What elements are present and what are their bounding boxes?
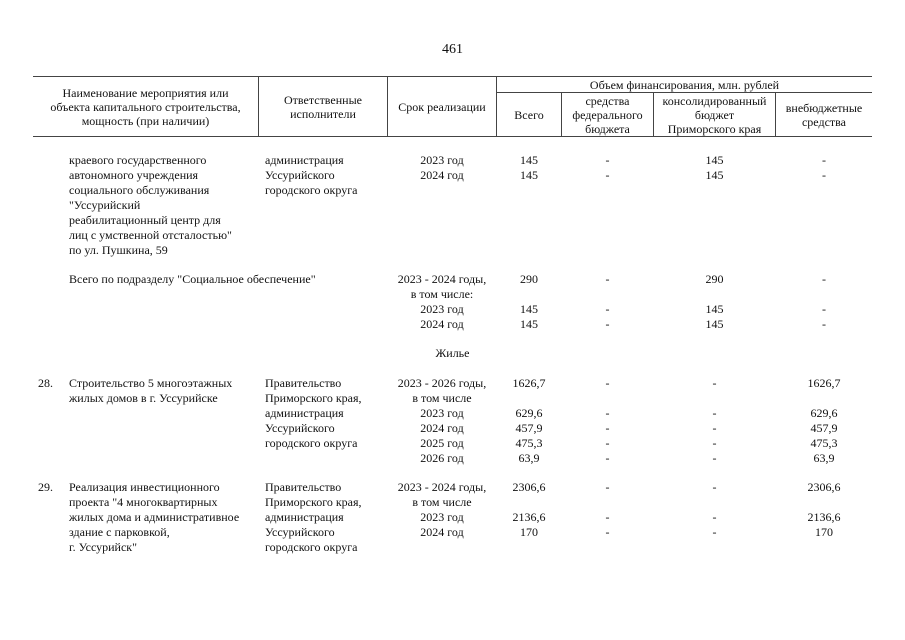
- header-name: Наименование мероприятия или объекта капитального строительства, мощность (при наличии): [50, 85, 241, 128]
- row29-years: 2023 - 2024 годы, в том числе 2023 год 2024 год: [397, 480, 487, 539]
- page-number: 461: [442, 42, 463, 57]
- row28-extrabudget: 1626,7 629,6 457,9 475,3 63,9: [807, 376, 841, 465]
- header-period: Срок реализации: [398, 99, 486, 114]
- header-total: Всего: [514, 107, 544, 122]
- row29-executors: Правительство Приморского края, администрация Уссурийского городского округа: [265, 480, 362, 554]
- row28-number: 28.: [38, 376, 53, 390]
- row28-name: Строительство 5 многоэтажных жилых домов в г. Уссурийске: [69, 376, 233, 405]
- header-regional: консолидированный бюджет Приморского края: [662, 93, 767, 136]
- row29-name: Реализация инвестиционного проекта "4 многоквартирных жилых дома и административное здание с парковкой, г. Уссурийск": [69, 480, 240, 554]
- row28-federal: - - - - -: [605, 376, 610, 465]
- subtotal-federal: - - -: [605, 272, 610, 331]
- subtotal-years: 2023 - 2024 годы, в том числе: 2023 год 2024 год: [397, 272, 487, 331]
- section-title: Жилье: [435, 346, 470, 360]
- row28-executors: Правительство Приморского края, администрация Уссурийского городского округа: [265, 376, 362, 450]
- block1-regional: 145 145: [705, 153, 724, 182]
- block1-years: 2023 год 2024 год: [420, 153, 464, 182]
- block1-name: краевого государственного автономного учреждения социального обслуживания "Уссурийский реабилитационный центр для лиц с умственной отсталостью" по ул. Пушкина, 59: [69, 153, 232, 257]
- row28-total: 1626,7 629,6 457,9 475,3 63,9: [512, 376, 546, 465]
- header-federal: средства федерального бюджета: [572, 93, 643, 136]
- header-funding: Объем финансирования, млн. рублей: [589, 77, 780, 92]
- block1-executors: администрация Уссурийского городского округа: [265, 153, 358, 197]
- row29-total: 2306,6 2136,6 170: [512, 480, 546, 539]
- header-bottom-border: [33, 136, 872, 137]
- row29-extrabudget: 2306,6 2136,6 170: [807, 480, 841, 539]
- row28-regional: - - - - -: [712, 376, 717, 465]
- row29-federal: - - -: [605, 480, 610, 539]
- subtotal-regional: 290 145 145: [705, 272, 724, 331]
- row29-number: 29.: [38, 480, 53, 494]
- block1-federal: - -: [605, 153, 610, 182]
- block1-extrabudget: - -: [822, 153, 826, 182]
- subtotal-name: Всего по подразделу "Социальное обеспечение": [69, 272, 316, 286]
- row29-regional: - - -: [712, 480, 717, 539]
- block1-total: 145 145: [520, 153, 538, 182]
- subtotal-total: 290 145 145: [520, 272, 538, 331]
- header-executors: Ответственные исполнители: [284, 92, 362, 121]
- row28-years: 2023 - 2026 годы, в том числе 2023 год 2024 год 2025 год 2026 год: [397, 376, 487, 465]
- header-extrabudget: внебюджетные средства: [785, 100, 863, 129]
- subtotal-extrabudget: - - -: [822, 272, 826, 331]
